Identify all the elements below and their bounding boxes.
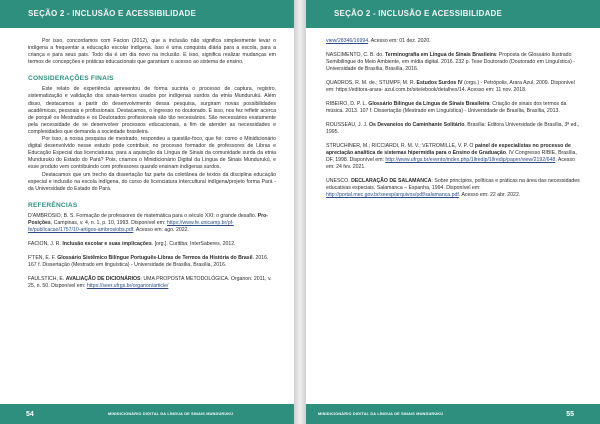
ref-link[interactable]: https://seer.ufrgs.br/organon/article/: [86, 282, 169, 289]
ref-link[interactable]: http://www.ufrgs.br/evento/index.php/1llredip/1llredip/paper/view/2192/648: [385, 157, 556, 163]
ref-text: . 2016. 167 f. Dissertação (Mestrado em linguística) - Universidade de Brasília, Brasília, 2016.: [28, 254, 269, 268]
ref-text: . IV Congresso RIBIE, Brasília, DF, 1998. Disponível em:: [326, 150, 577, 163]
left-page: [0, 0, 294, 424]
ref-title: Terminografia em Língua de Sinais Brasileira: [385, 52, 496, 58]
ref-title: Glossário Bilíngue da Língua de Sinais Brasileira: [368, 101, 490, 107]
ref-title: DECLARAÇÃO DE SALAMANCA: [351, 178, 432, 184]
section-title: SEÇÃO 2 - INCLUSÃO E ACESSIBILIDADE: [28, 9, 197, 18]
reference-entry: [326, 52, 580, 73]
ref-text: FAULSTICH, E.: [28, 275, 66, 282]
book-gutter: [294, 0, 306, 424]
ref-title: AVALIAÇÃO DE DICIONÁRIOS: [65, 275, 141, 282]
reference-entry: [28, 241, 276, 248]
ref-text: NASCIMENTO, C. B. do.: [326, 52, 385, 58]
ref-text: ROUSSEAU, J. J.: [326, 122, 369, 128]
page-number: 55: [566, 411, 574, 418]
ref-text: . Brasília: Editora Universidade de Brasília, 3ª ed., 1995.: [326, 122, 580, 135]
left-content: [28, 38, 276, 297]
ref-text: . Acesso em: ago. 2022.: [133, 226, 189, 233]
ref-text: , Campinas, v. 4, n. 1, p. 10, 1993. Disponível em:: [50, 219, 167, 226]
references-heading: REFERÊNCIAS: [28, 201, 78, 209]
final-paragraph-1: Este relato de experiência apresentou de forma sucinta o processo de captura, registro, sistematização e validação dos sinais-termos usados por indígenas surdos da etnia Mundurukú. Além disso, destacamos a partir do desenvolvimento dessa pesquisa, surgiram novas possibilidades acadêmicas, pessoais e profissionais. Destacamos, o ingresso no doutorado. E isso, nos fez refletir acerca de porquê os Mestrados e os Doutorados profissionais são tão necessários. São necessários exatamente pela necessidade de se desenvolver processos educacionais, a fim de atender as necessidades e complexidades que demanda a sociedade brasileira.: [28, 86, 276, 135]
ref-text: (orgs.) - Petrópolis, Arara Azul, 2009. Disponível em: https://editora-arara- azul.com.br/site/ebook/detalhes/14. Acesso em: 11 nov. 2018.: [326, 80, 575, 93]
reference-entry: [28, 213, 276, 234]
ref-link[interactable]: https://www.fe.unicamp.br/pf-fe/publicacao/1757/10-artigos-ambrosiobs.pdf: [28, 219, 234, 233]
right-content: [326, 38, 580, 206]
section-header: [0, 0, 294, 28]
page-number: 54: [26, 411, 34, 418]
page-footer: [0, 402, 294, 424]
section-title: SEÇÃO 2 - INCLUSÃO E ACESSIBILIDADE: [334, 9, 503, 18]
ref-text: F'TEN, E. F.: [28, 254, 58, 261]
ref-text: FACION, J. R.: [28, 240, 63, 247]
page-footer: [306, 402, 600, 424]
ref-text: . Acesso em: 22 abr. 2022.: [458, 192, 521, 198]
ref-link[interactable]: view/28346/16994: [326, 38, 369, 44]
ref-text: : Criação de sinais dos termos da música. 2013. 107 f. Dissertação (Mestrado em Linguística) - Universidade de Brasília, Brasília, 2013.: [326, 101, 567, 114]
ref-text: : UMA PROPOSTA METODOLÓGICA. Organon. 2011, v. 25, n. 50. Disponível em:: [28, 275, 272, 289]
ref-text: STRUCHINER, M.; RICCIARDI, R. M. V.; VETROMILLE, V. P. O: [326, 143, 475, 149]
reference-entry: [326, 122, 580, 136]
section-header: [306, 0, 600, 28]
ref-title: painel de especialistas no processo de apreciação analítica de sistemas hipermídia para o Ensino de Graduação: [326, 143, 571, 156]
reference-entry: [326, 101, 580, 115]
reference-entry: [28, 255, 276, 269]
reference-entry: [326, 143, 580, 171]
reference-entry: [326, 80, 580, 94]
ref-title: Inclusão escolar e suas implicações: [62, 240, 152, 247]
ref-title: Os Devaneios do Caminhante Solitário: [368, 122, 465, 128]
ref-text: UNESCO.: [326, 178, 352, 184]
ref-text: D'AMBROSIO, B. S. Formação de professores de matemática para o século XXI: o grande desafio.: [28, 212, 258, 219]
ref-text: . Acesso em: 01 dez. 2020.: [368, 38, 431, 44]
ref-text: RIBEIRO, D. P. L.: [326, 101, 369, 107]
ref-text: QUADROS, R. M. de.; STUMPF, M. R.: [326, 80, 417, 86]
reference-entry: [326, 178, 580, 199]
ref-title: Pro-Posições: [28, 212, 269, 226]
final-paragraph-3: Destacamos que um trecho da dissertação faz parte da coletânea de textos da disciplina educação especial e inclusão na escola indígena, do curso de licenciatura intercultural indígena/projeto forma Pará - da Universidade do Estado do Pará.: [28, 171, 276, 192]
running-title: MINIDICIONÁRIO DIGITAL DA LÍNGUA DE SINAIS MUNDURUKÚ: [108, 412, 234, 416]
intro-paragraph: Por isso, concordamos com Facion (2012), que a inclusão não significa simplesmente levar o indígena a frequentar a educação escolar indígena. Isso é uma conquista diária para a escola, para a criança e para seus pais. Todo dia é um dia novo na inclusão. E isso, significa realizar mudanças em termos de concepções e práticas educacionais que garantam o acesso ao sistema de ensino.: [28, 38, 276, 66]
final-considerations-heading: CONSIDERAÇÕES FINAIS: [28, 75, 114, 83]
final-paragraph-2: Por isso, a nossa pesquisa de mestrado, respondeu a questão-foco, que foi: como o Minidicionário digital desenvolvido nesse estudo pode contribuir, no processo formador de professores de Libras e Educação Especial das licenciaturas, para a aquisição da Língua de Sinais da comunidade surda da etnia Mundurukú do Estado do Pará? Pois, criamos o Minidicionário Digital da Língua de Sinais Mundurukú, e esse produto vem contribuindo com professores quando ensinam indígenas surdos.: [28, 136, 276, 171]
ref-title: Glossário Sistêmico Bilíngue Português-Libras de Termos da História do Brasil: [57, 254, 253, 261]
ref-text: : Proposta de Glossário Ilustrado Semibilíngue do Meio Ambiente, em mídia digital. 2016. 232 p. Tese Doutorado (Doutorado em Linguística) - Universidade de Brasília, Brasília, 2016.: [326, 52, 576, 72]
reference-entry: [326, 38, 580, 45]
reference-entry: [28, 276, 276, 290]
ref-link[interactable]: http://portal.mec.gov.br/seesp/arquivos/pdf/salamanca.pdf: [326, 192, 459, 198]
running-title: MINIDICIONÁRIO DIGITAL DA LÍNGUA DE SINAIS MUNDURUKÚ: [318, 412, 444, 416]
ref-text: . [org.]. Curitiba: InterSaberes, 2012.: [151, 240, 236, 247]
ref-title: Estudos Surdos IV: [416, 80, 463, 86]
ref-text: . Acesso em: 24 fev. 2021.: [326, 157, 575, 170]
ref-text: : Sobre princípios, políticas e práticas na área das necessidades educativas especiais. Salamanca – Espanha, 1994. Disponível em:: [326, 178, 580, 191]
right-page: [306, 0, 600, 424]
